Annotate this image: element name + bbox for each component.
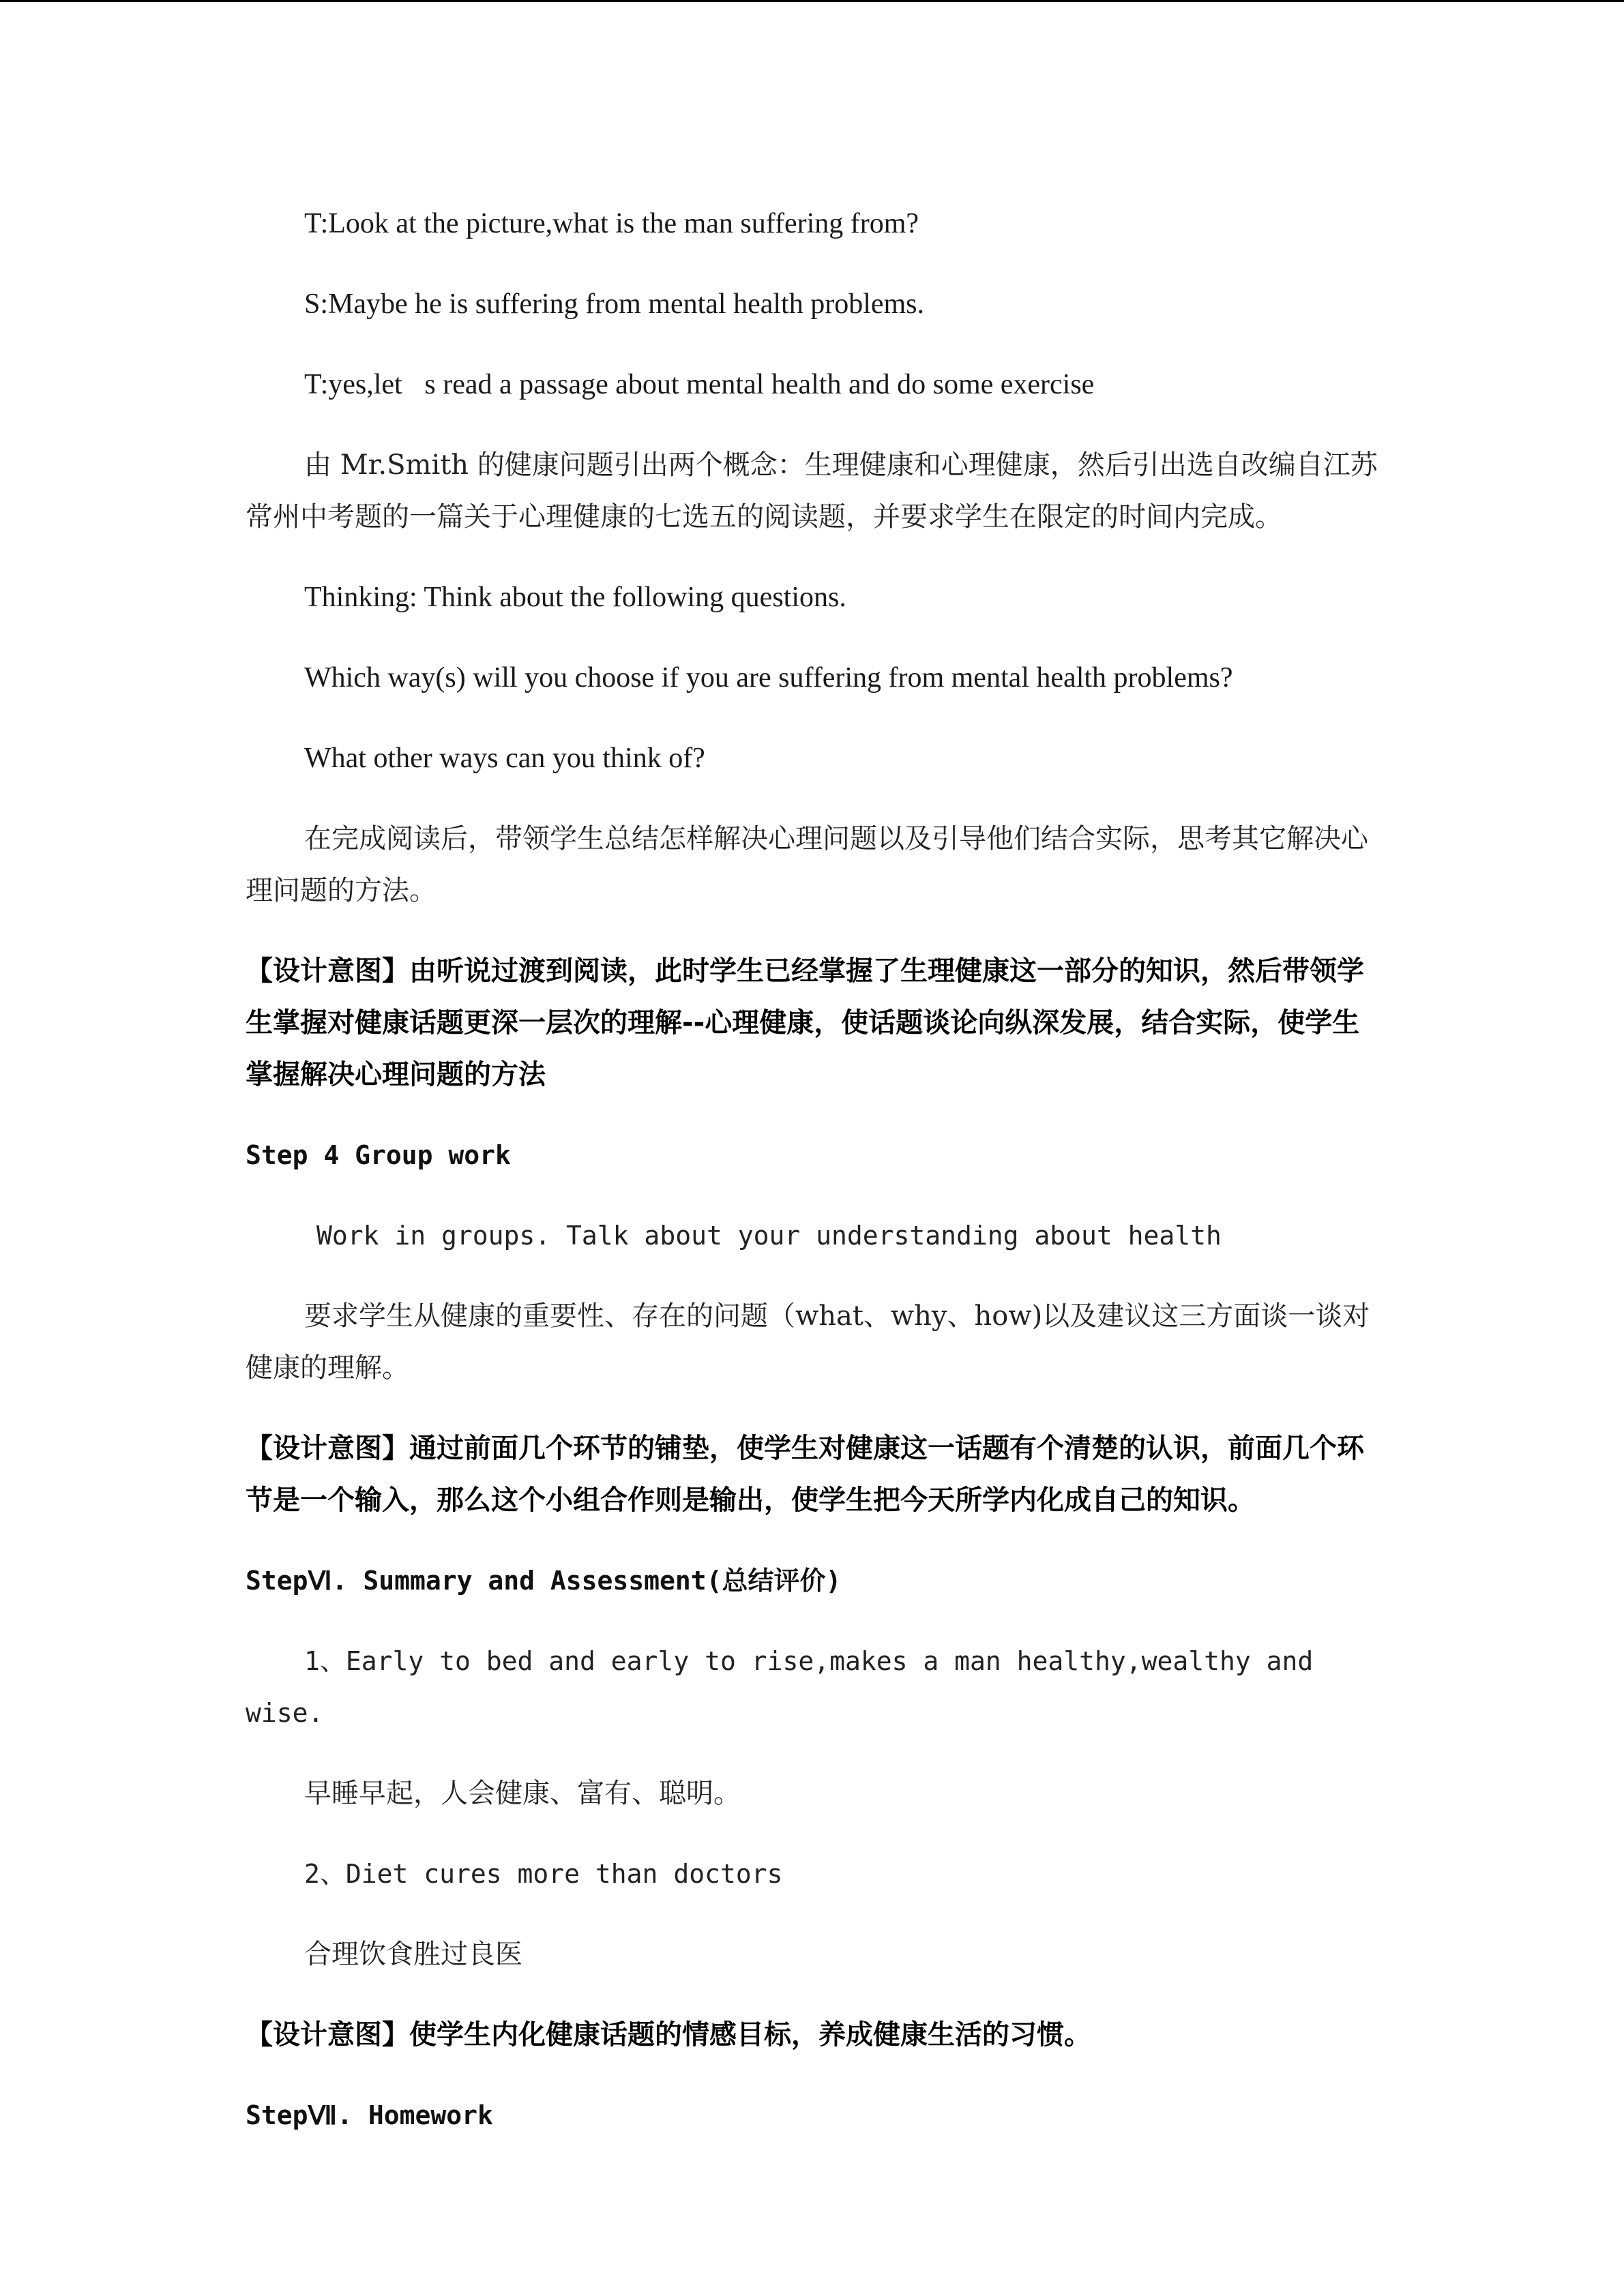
step7-heading: StepⅦ. Homework [246, 2100, 493, 2130]
step4-requirement: 要求学生从健康的重要性、存在的问题（what、why、how)以及建议这三方面谈一谈对健康的理解。 [246, 1300, 1370, 1384]
document-page [246, 198, 1378, 2141]
proverb-1-chinese: 早睡早起，人会健康、富有、聪明。 [304, 1778, 741, 1809]
dialogue-student-line-1: S:Maybe he is suffering from mental health problems. [304, 288, 925, 320]
design-intent-2: 【设计意图】通过前面几个环节的铺垫，使学生对健康这一话题有个清楚的认识，前面几个环节是一个输入，那么这个小组合作则是输出，使学生把今天所学内化成自己的知识。 [246, 1433, 1364, 1516]
step4-heading: Step 4 Group work [246, 1140, 511, 1170]
step6-heading: StepⅥ. Summary and Assessment(总结评价) [246, 1566, 842, 1596]
dialogue-teacher-line-1: T:Look at the picture,what is the man suffering from? [304, 208, 919, 239]
proverb-2-chinese: 合理饮食胜过良医 [304, 1939, 522, 1970]
step4-instruction: Work in groups. Talk about your understanding about health [316, 1221, 1222, 1251]
design-intent-1: 【设计意图】由听说过渡到阅读，此时学生已经掌握了生理健康这一部分的知识，然后带领学生掌握对健康话题更深一层次的理解--心理健康，使话题谈论向纵深发展，结合实际，使学生掌握解决心理问题的方法 [246, 955, 1364, 1090]
thinking-question-1: Which way(s) will you choose if you are suffering from mental health problems? [304, 662, 1233, 694]
thinking-question-2: What other ways can you think of? [304, 743, 705, 774]
intro-paragraph: 由 Mr.Smith 的健康问题引出两个概念：生理健康和心理健康，然后引出选自改编自江苏常州中考题的一篇关于心理健康的七选五的阅读题，并要求学生在限定的时间内完成。 [246, 449, 1378, 533]
page-top-border [0, 0, 1624, 2]
proverb-2-english: 2、Diet cures more than doctors [304, 1859, 783, 1889]
design-intent-3: 【设计意图】使学生内化健康话题的情感目标，养成健康生活的习惯。 [246, 2019, 1091, 2051]
thinking-heading: Thinking: Think about the following questions. [304, 582, 846, 613]
dialogue-teacher-line-2: T:yes,let s read a passage about mental health and do some exercise [304, 369, 1095, 400]
after-reading-paragraph: 在完成阅读后，带领学生总结怎样解决心理问题以及引导他们结合实际，思考其它解决心理问题的方法。 [246, 823, 1368, 906]
proverb-1-english: 1、Early to bed and early to rise,makes a man healthy,wealthy and wise. [246, 1646, 1329, 1728]
